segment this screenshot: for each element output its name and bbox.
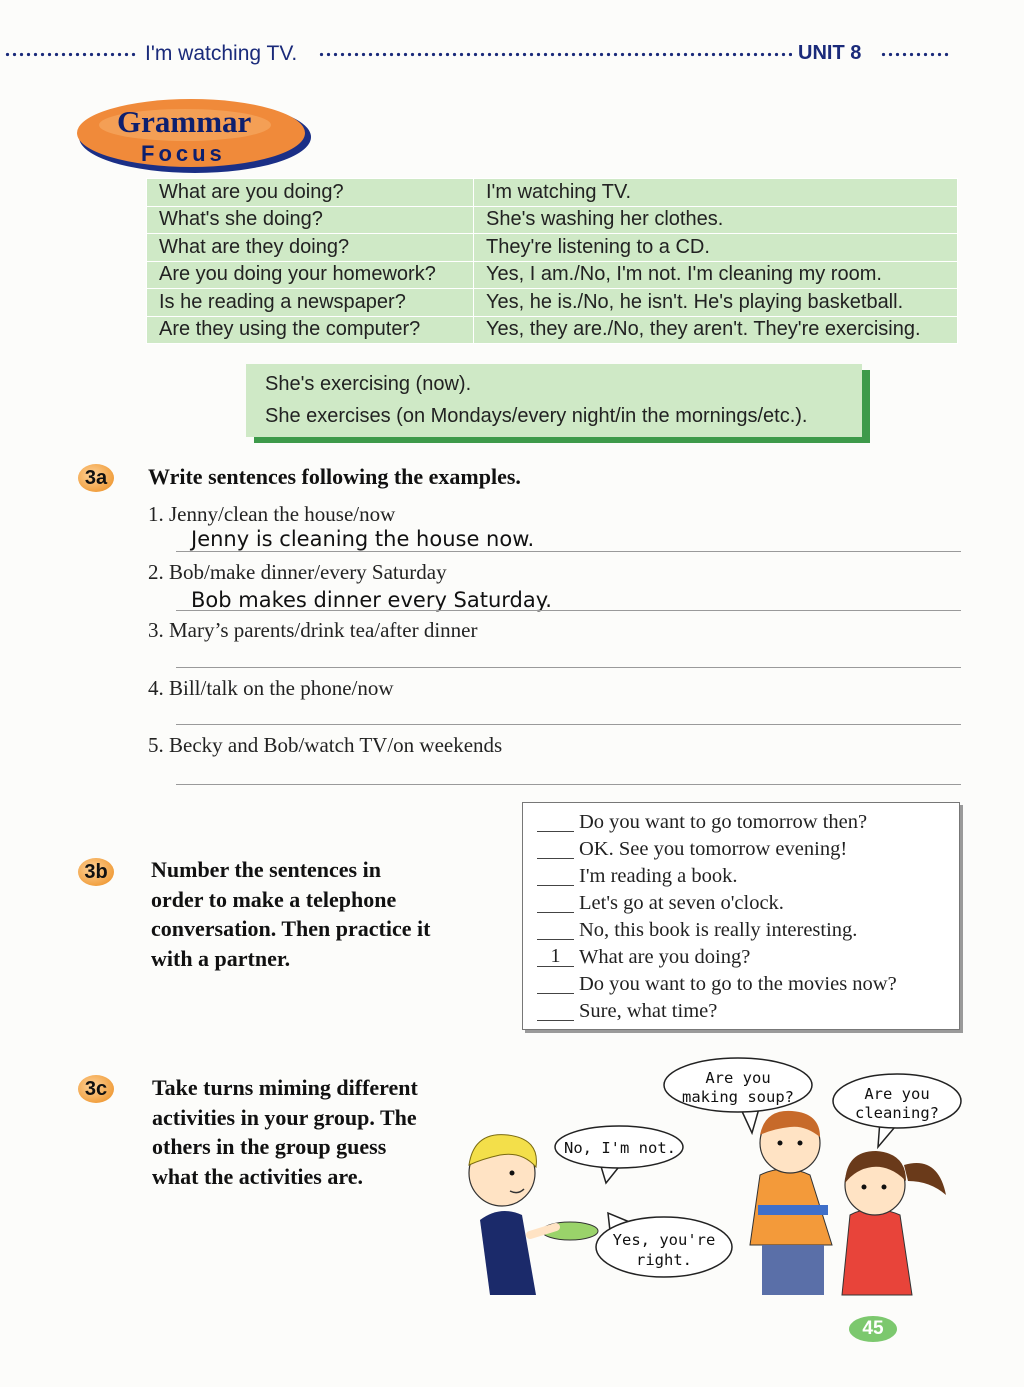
- instruction-3a: Write sentences following the examples.: [148, 464, 521, 489]
- conversation-sentence: OK. See you tomorrow evening!: [579, 838, 848, 860]
- instruction-3b-line: Number the sentences in: [151, 857, 381, 882]
- table-row: [147, 316, 958, 344]
- focus-title: Focus: [141, 141, 226, 166]
- question-cell: Are you doing your homework?: [147, 261, 474, 289]
- bubble-text: cleaning?: [855, 1104, 939, 1122]
- table-row: [147, 234, 958, 262]
- bubble-text: Are you: [705, 1069, 771, 1087]
- tense-note-box: [246, 364, 862, 437]
- table-row: [147, 289, 958, 317]
- answer-line-4[interactable]: [176, 724, 961, 725]
- conversation-sentence: Do you want to go tomorrow then?: [579, 811, 868, 833]
- header-dots-left: [4, 52, 138, 57]
- conversation-sentence: I'm reading a book.: [579, 865, 738, 887]
- instruction-3b-line: order to make a telephone: [151, 886, 397, 912]
- header-dots-middle: [318, 52, 792, 57]
- conversation-sentence: Let's go at seven o'clock.: [579, 892, 784, 914]
- answer-2[interactable]: Bob makes dinner every Saturday.: [191, 588, 552, 612]
- page-number: 45: [849, 1316, 897, 1342]
- number-blank[interactable]: [537, 973, 574, 994]
- conversation-row: [537, 919, 957, 946]
- number-blank[interactable]: [537, 865, 574, 886]
- instruction-3c-line: others in the group guess: [152, 1134, 387, 1159]
- answer-line-5[interactable]: [176, 784, 961, 785]
- question-cell: Are they using the computer?: [147, 316, 474, 344]
- conversation-sentence: Do you want to go to the movies now?: [579, 973, 897, 995]
- table-row: [147, 179, 958, 207]
- number-blank[interactable]: [537, 1000, 574, 1021]
- bubble-text: Yes, you're: [612, 1231, 716, 1249]
- girl-character: [842, 1151, 946, 1295]
- question-cell: Is he reading a newspaper?: [147, 289, 474, 317]
- question-cell: What are they doing?: [147, 234, 474, 262]
- speech-bubble-yes: [596, 1213, 732, 1277]
- question-cell: What's she doing?: [147, 206, 474, 234]
- section-tag-3b: 3b: [78, 858, 114, 886]
- conversation-row: [537, 1000, 957, 1027]
- grammar-focus-badge: [73, 95, 313, 175]
- answer-1[interactable]: Jenny is cleaning the house now.: [191, 527, 535, 551]
- speech-bubble-no: [555, 1126, 683, 1183]
- exercise-item-5: 5. Becky and Bob/watch TV/on weekends: [148, 733, 503, 757]
- answer-cell: They're listening to a CD.: [474, 234, 958, 262]
- answer-line-2[interactable]: [176, 610, 961, 611]
- exercise-item-2: 2. Bob/make dinner/every Saturday: [148, 560, 447, 584]
- number-blank[interactable]: [537, 838, 574, 859]
- conversation-box: [522, 802, 960, 1030]
- instruction-3b-line: conversation. Then practice it: [151, 916, 431, 941]
- bubble-text: right.: [636, 1251, 692, 1269]
- unit-label: UNIT 8: [798, 42, 862, 64]
- running-title: I'm watching TV.: [145, 42, 298, 65]
- instruction-3c-line: activities in your group. The: [152, 1104, 417, 1130]
- instruction-3b-line: with a partner.: [151, 945, 291, 971]
- header-dots-right: [880, 52, 950, 57]
- conversation-row: [537, 838, 957, 865]
- conversation-row: [537, 892, 957, 919]
- running-header: [0, 40, 1024, 70]
- bubble-text: Are you: [864, 1085, 930, 1103]
- exercise-item-4: 4. Bill/talk on the phone/now: [148, 676, 394, 700]
- answer-cell: She's washing her clothes.: [474, 206, 958, 234]
- boy-character: [750, 1111, 832, 1295]
- answer-cell: I'm watching TV.: [474, 179, 958, 207]
- conversation-sentence: Sure, what time?: [579, 1000, 718, 1022]
- conversation-sentence: No, this book is really interesting.: [579, 919, 858, 941]
- conversation-row: [537, 811, 957, 838]
- bubble-text: making soup?: [682, 1088, 794, 1106]
- exercise-item-1: 1. Jenny/clean the house/now: [148, 502, 396, 526]
- instruction-3c: [152, 1073, 418, 1191]
- number-blank[interactable]: [537, 811, 574, 832]
- number-blank[interactable]: 1: [537, 946, 574, 967]
- answer-cell: Yes, I am./No, I'm not. I'm cleaning my room.: [474, 261, 958, 289]
- section-tag-3a: 3a: [78, 464, 114, 492]
- instruction-3c-line: what the activities are.: [152, 1163, 363, 1189]
- answer-cell: Yes, they are./No, they aren't. They're exercising.: [474, 316, 958, 344]
- speech-bubble-cleaning: [833, 1074, 961, 1147]
- conversation-row: [537, 865, 957, 892]
- section-tag-3c: 3c: [78, 1075, 114, 1103]
- conversation-row: [537, 946, 957, 973]
- instruction-3b: [151, 855, 430, 973]
- instruction-3c-line: Take turns miming different: [152, 1075, 418, 1100]
- number-blank[interactable]: [537, 892, 574, 913]
- note-line-simple-present: She exercises (on Mondays/every night/in the mornings/etc.).: [265, 405, 808, 427]
- bubble-text: No, I'm not.: [564, 1139, 676, 1157]
- grammar-title: Grammar: [117, 104, 252, 139]
- miming-illustration: [460, 1055, 980, 1300]
- grammar-table: [146, 178, 958, 344]
- conversation-sentence: What are you doing?: [579, 946, 751, 968]
- question-cell: What are you doing?: [147, 179, 474, 207]
- answer-line-3[interactable]: [176, 667, 961, 668]
- note-line-present-continuous: She's exercising (now).: [265, 373, 472, 395]
- table-row: [147, 261, 958, 289]
- table-row: [147, 206, 958, 234]
- conversation-row: [537, 973, 957, 1000]
- exercise-item-3: 3. Mary’s parents/drink tea/after dinner: [148, 618, 478, 642]
- answer-line-1[interactable]: [176, 551, 961, 552]
- number-blank[interactable]: [537, 919, 574, 940]
- answer-cell: Yes, he is./No, he isn't. He's playing basketball.: [474, 289, 958, 317]
